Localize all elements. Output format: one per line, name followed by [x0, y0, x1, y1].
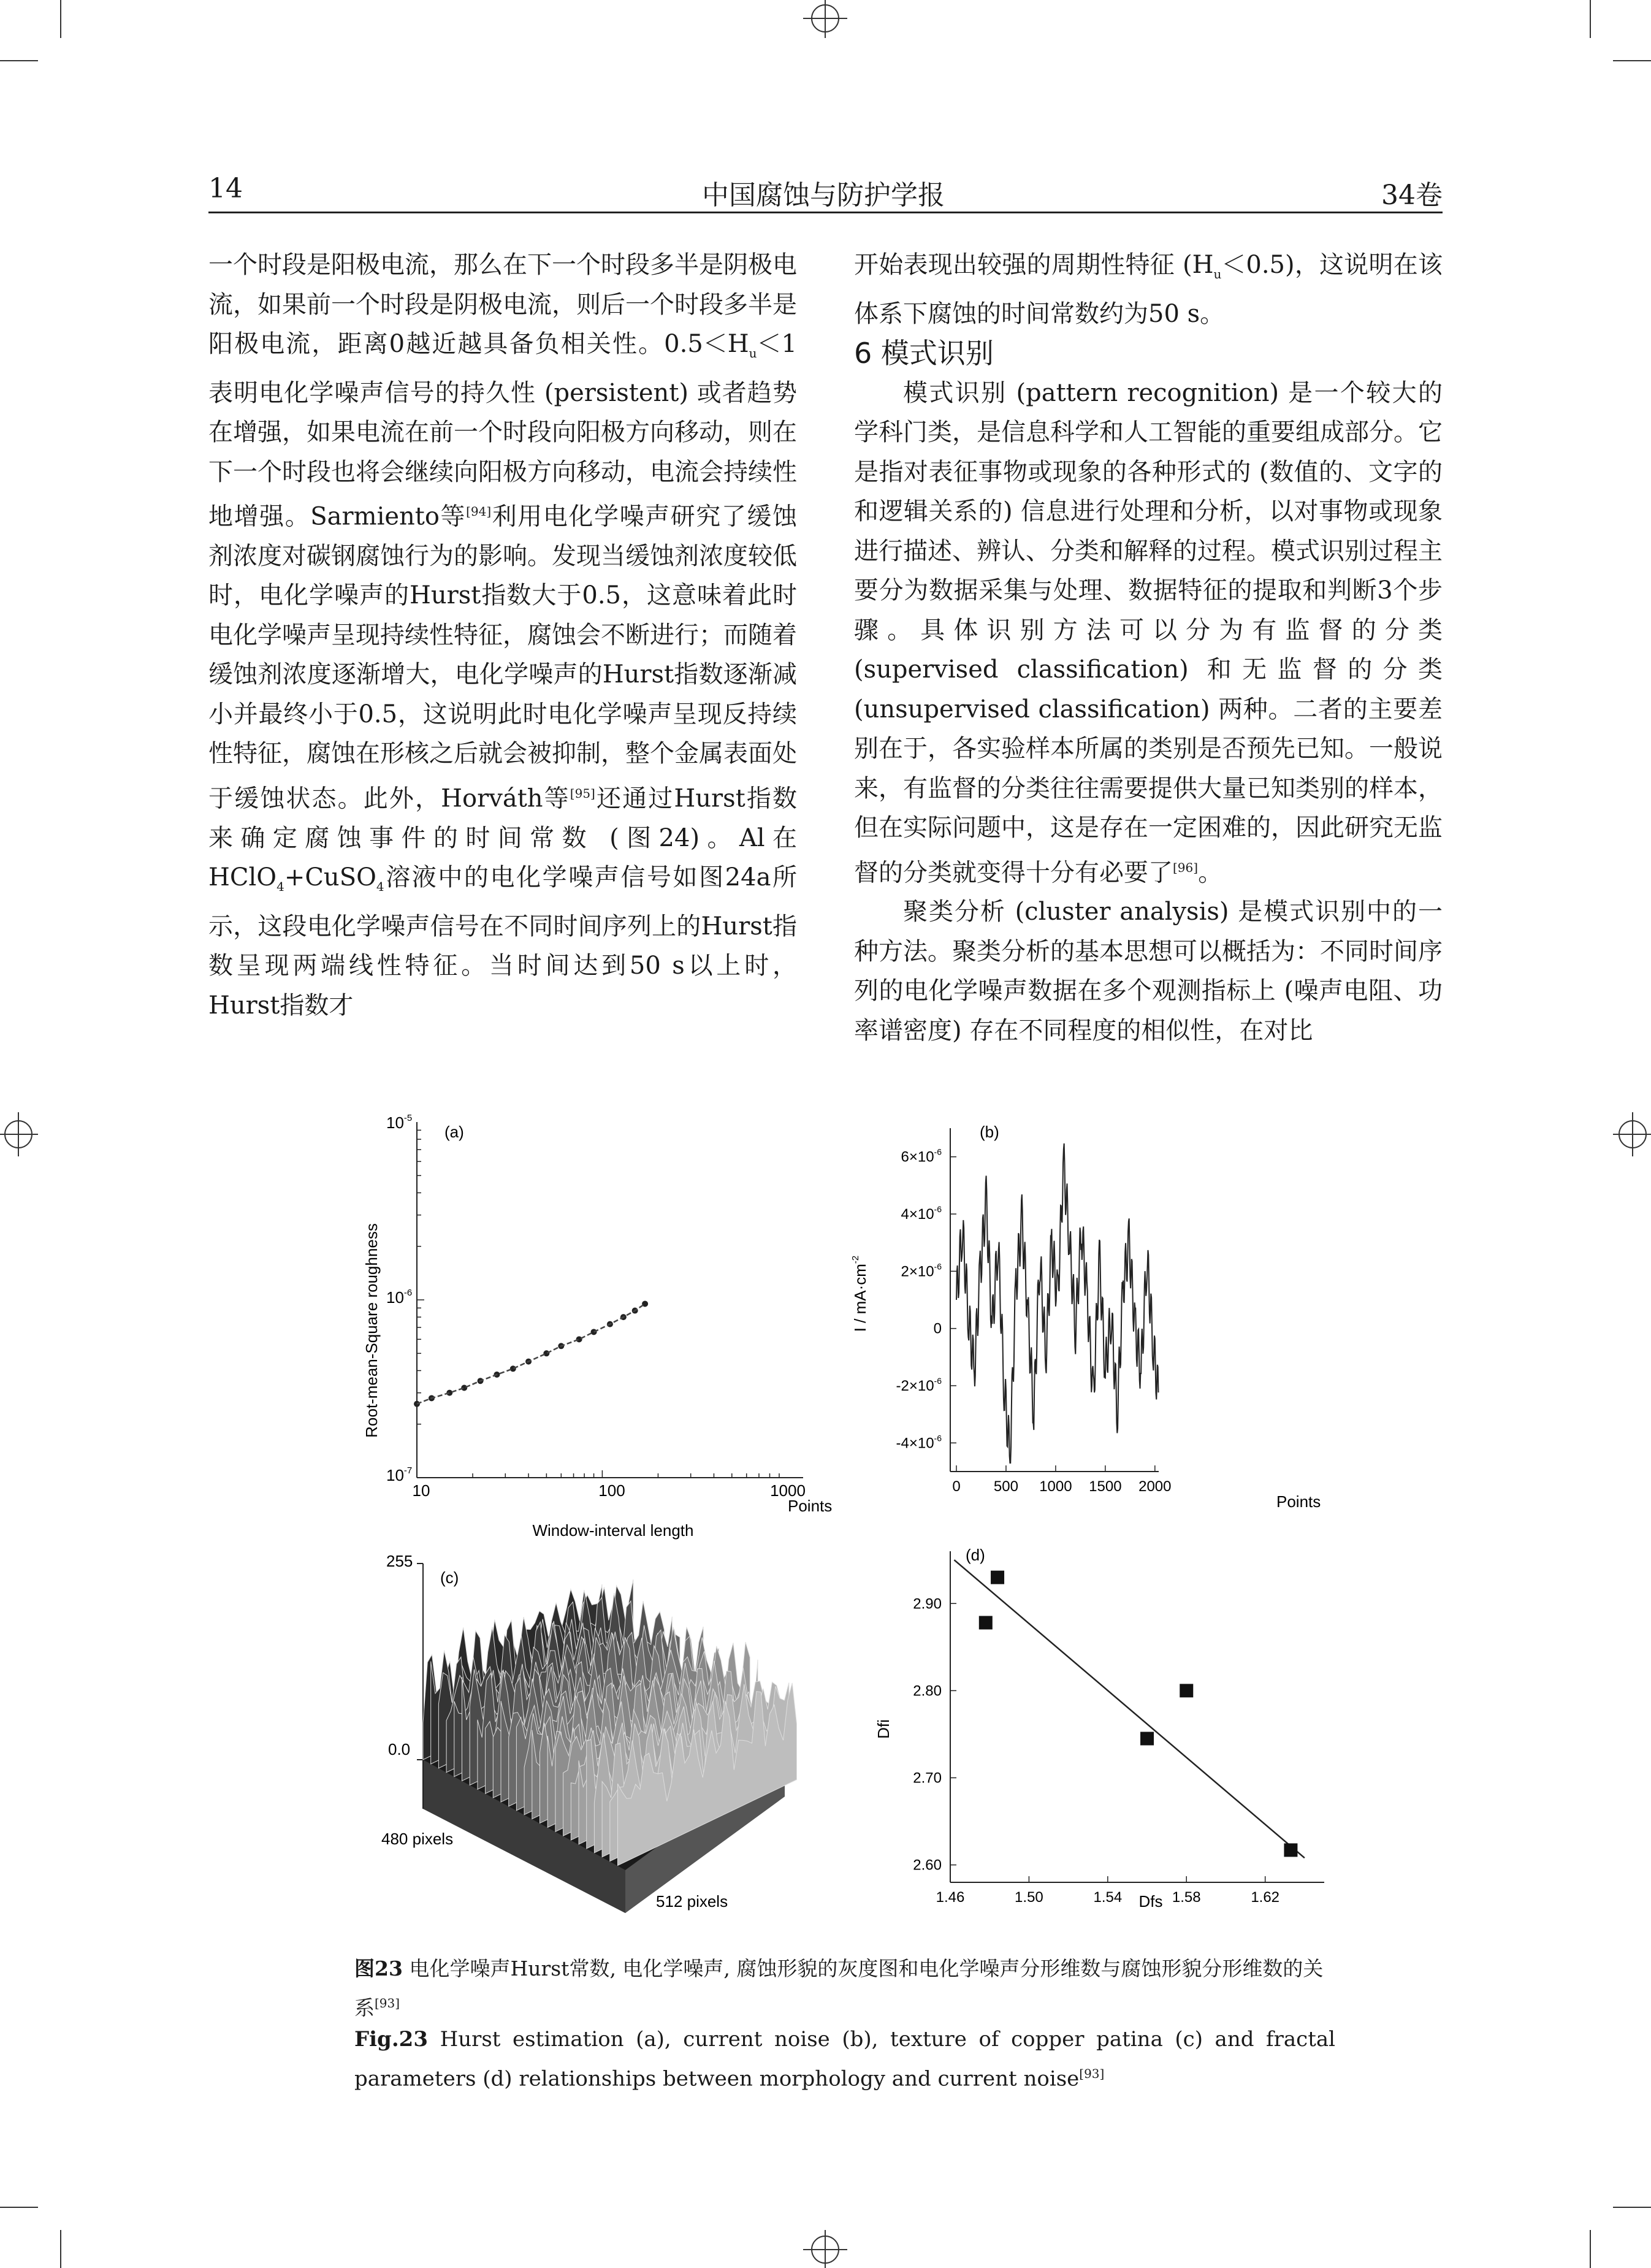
panel-b-ytick: $-2\times 10^{-6}$ — [896, 1376, 942, 1394]
panel-b-ytick: $2\times 10^{-6}$ — [901, 1261, 942, 1280]
panel-d-ytick: 2.90 — [913, 1595, 942, 1613]
panel-d-xtick: 1.58 — [1172, 1889, 1201, 1906]
panel-b-ytick: 0 — [933, 1320, 942, 1337]
panel-a-xtick: 1000 — [770, 1481, 806, 1500]
panel-a-data-point — [591, 1329, 597, 1335]
registration-mark-icon — [795, 2230, 856, 2268]
panel-d-ytick: 2.60 — [913, 1857, 942, 1874]
panel-b-xunit: Points — [1276, 1492, 1321, 1511]
panel-d-xtick: 1.50 — [1015, 1889, 1043, 1906]
header-rule — [208, 212, 1443, 213]
body-paragraph: 模式识别 (pattern recognition) 是一个较大的学科门类，是信息科学和人工智能的重要组成部分。它是指对表征事物或现象的各种形式的 (数值的、文字的和逻辑关系的) 信息进行处理和分析，以对事物或现象进行描述、辨认、分类和解释的过程。模式识别过程主要分为数据采集与处理、数据特征的提取和判断3个步骤。具体识别方法可以分为有监督的分类 (supervised classification) 和无监督的分类 (unsupervised classification) 两种。二者的主要差别在于，各实验样本所属的类别是否预先已知。一般说来，有监督的分类往往需要提供大量已知类别的样本，但在实际问题中，这是存在一定困难的，因此研究无监督的分类就变得十分有必要了[96]。 — [854, 378, 1443, 887]
left-column — [208, 245, 797, 1025]
panel-a-ylabel: Root-mean-Square roughness — [362, 1223, 381, 1438]
figure-caption-en: Fig.23 Hurst estimation (a), current noise (b), texture of copper patina (c) and fractal parameters (d) relationships between morphology and current noise[93] — [354, 2027, 1335, 2091]
panel-b-label: (b) — [980, 1123, 999, 1141]
panel-b-xtick: 1000 — [1039, 1478, 1072, 1495]
panel-d-xtick: 1.54 — [1093, 1889, 1123, 1906]
panel-c-dim1: 480 pixels — [381, 1830, 454, 1848]
panel-d-data-point — [1180, 1684, 1193, 1697]
crop-mark — [0, 60, 38, 61]
panel-a-ytick: $10^{-7}$ — [386, 1465, 413, 1484]
panel-a-xtick: 10 — [412, 1481, 430, 1500]
body-paragraph: 开始表现出较强的周期性特征 $(H_u<0.5)$，这说明在该体系下腐蚀的时间常数约为50 s。 — [854, 251, 1443, 328]
panel-a-data-point — [543, 1350, 549, 1356]
panel-b-ylabel: $I / mA\cdot cm^{-2}$ — [850, 1255, 869, 1332]
panel-b-xtick: 0 — [952, 1478, 961, 1495]
crop-mark — [60, 2230, 61, 2268]
page-number: 14 — [208, 173, 243, 204]
panel-b-series-line — [956, 1144, 1158, 1463]
panel-b-ytick: $-4\times 10^{-6}$ — [896, 1433, 942, 1452]
panel-d-ylabel: Dfi — [874, 1719, 893, 1739]
panel-c-top-value: 255 — [386, 1552, 413, 1570]
panel-b-xtick: 1500 — [1089, 1478, 1122, 1495]
panel-b-xtick: 2000 — [1138, 1478, 1172, 1495]
body-paragraph: 一个时段是阳极电流，那么在下一个时段多半是阴极电流，如果前一个时段是阴极电流，则后一个时段多半是阳极电流，距离0越近越具备负相关性。$0.5<H_u<1$表明电化学噪声信号的持久性 (persistent) 或者趋势在增强，如果电流在前一个时段向阳极方向移动，则在下一个时段也将会继续向阳极方向移动，电流会持续性地增强。Sarmiento等[94]利用电化学噪声研究了缓蚀剂浓度对碳钢腐蚀行为的影响。发现当缓蚀剂浓度较低时，电化学噪声的Hurst指数大于0.5，这意味着此时电化学噪声呈现持续性特征，腐蚀会不断进行；而随着缓蚀剂浓度逐渐增大，电化学噪声的Hurst指数逐渐减小并最终小于0.5，这说明此时电化学噪声呈现反持续性特征，腐蚀在形核之后就会被抑制，整个金属表面处于缓蚀状态。此外，Horváth等[95]还通过Hurst指数来确定腐蚀事件的时间常数 (图24)。Al在HClO$_4$+CuSO$_4$溶液中的电化学噪声信号如图24a所示，这段电化学噪声信号在不同时间序列上的Hurst指数呈现两端线性特征。当时间达到50 s以上时，Hurst指数才 — [208, 251, 798, 1020]
panel-c-base-value: 0.0 — [388, 1740, 411, 1758]
crop-mark — [1590, 0, 1591, 38]
volume-label: 34卷 — [1381, 180, 1443, 211]
caption-text: Hurst estimation (a), current noise (b), texture of copper patina (c) and fractal parameters (d) relationships between morphology and current noise — [354, 2027, 1335, 2091]
panel-d-data-point — [979, 1616, 993, 1630]
panel-c-surface — [368, 1551, 809, 1931]
crop-mark — [1590, 2230, 1591, 2268]
caption-label: Fig.23 — [354, 2027, 428, 2052]
crop-mark — [1613, 2207, 1651, 2208]
body-paragraph: 聚类分析 (cluster analysis) 是模式识别中的一种方法。聚类分析的基本思想可以概括为：不同时间序列的电化学噪声数据在多个观测指标上 (噪声电阻、功率谱密度) 存在不同程度的相似性，在对比 — [854, 898, 1443, 1045]
panel-d-data-point — [1140, 1732, 1154, 1746]
panel-d-chart — [852, 1539, 1343, 1931]
panel-d-ytick: 2.80 — [913, 1682, 942, 1700]
panel-d-label: (d) — [966, 1546, 985, 1564]
panel-d-fit-line — [954, 1560, 1304, 1858]
crop-mark — [1613, 60, 1651, 61]
panel-c-label: (c) — [440, 1568, 459, 1587]
panel-d-xlabel: Dfs — [1138, 1892, 1163, 1911]
panel-a-xunit: Points — [788, 1497, 833, 1515]
panel-d-data-point — [991, 1571, 1004, 1584]
caption-label: 图23 — [354, 1957, 403, 1980]
panel-a-xtick: 100 — [598, 1481, 625, 1500]
panel-d-data-point — [1284, 1843, 1297, 1857]
panel-a-label: (a) — [444, 1123, 464, 1141]
panel-d-xtick: 1.46 — [936, 1889, 965, 1906]
panel-b-chart — [852, 1110, 1343, 1527]
crop-mark — [0, 2207, 38, 2208]
registration-mark-icon — [1613, 1104, 1651, 1165]
panel-b-xtick: 500 — [993, 1478, 1018, 1495]
registration-mark-icon — [795, 0, 856, 38]
panel-b-ytick: $4\times 10^{-6}$ — [901, 1204, 942, 1223]
panel-a-series-line — [417, 1304, 645, 1403]
panel-b-ytick: $6\times 10^{-6}$ — [901, 1147, 942, 1166]
right-column — [854, 245, 1443, 1050]
journal-title: 中国腐蚀与防护学报 — [702, 180, 945, 211]
panel-a-ytick: $10^{-5}$ — [386, 1113, 413, 1132]
registration-mark-icon — [0, 1104, 38, 1165]
panel-c-dim2: 512 pixels — [656, 1892, 728, 1911]
panel-a-xlabel: Window-interval length — [532, 1521, 694, 1540]
section-title: 6 模式识别 — [854, 337, 994, 370]
figure-caption-zh: 图23 电化学噪声Hurst常数, 电化学噪声, 腐蚀形貌的灰度图和电化学噪声分形维数与腐蚀形貌分形维数的关系[93] — [354, 1957, 1324, 2020]
caption-text: 电化学噪声Hurst常数, 电化学噪声, 腐蚀形貌的灰度图和电化学噪声分形维数与腐蚀形貌分形维数的关系 — [354, 1957, 1324, 2020]
panel-a-chart — [356, 1110, 858, 1551]
panel-d-xtick: 1.62 — [1251, 1889, 1280, 1906]
panel-d-ytick: 2.70 — [913, 1770, 942, 1787]
panel-a-ytick: $10^{-6}$ — [386, 1288, 413, 1307]
crop-mark — [60, 0, 61, 38]
